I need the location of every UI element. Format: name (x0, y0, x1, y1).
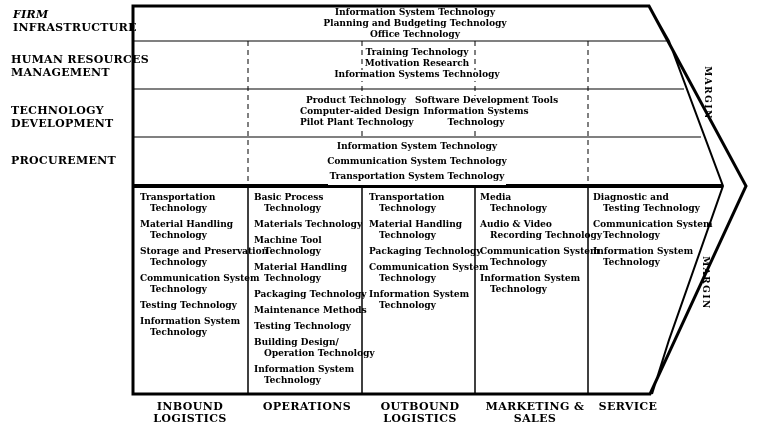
item-line: Technology (379, 204, 436, 214)
tech-dev-item: Information Systems (423, 107, 529, 117)
footer-line: INBOUND (156, 400, 224, 413)
footer-operations (255, 401, 359, 413)
list-item (140, 317, 268, 339)
list-item (254, 322, 375, 333)
list-item (480, 247, 602, 269)
item-line: Technology (379, 274, 436, 284)
item-line: Packaging Technology (369, 247, 482, 257)
hrm-label-line2: MANAGEMENT (11, 66, 110, 79)
infrastructure-label: INFRASTRUCTURE (13, 21, 137, 34)
item-line: Technology (150, 258, 207, 268)
item-line: Information System (480, 274, 581, 284)
item-line: Technology (379, 301, 436, 311)
item-line: Maintenance Methods (254, 306, 367, 316)
item-line: Technology (264, 274, 321, 284)
item-line: Technology (603, 231, 660, 241)
marketing-column (480, 193, 602, 301)
item-line: Storage and Preservation (140, 247, 269, 257)
item-line: Communication System (140, 274, 260, 284)
footer-inbound (140, 401, 240, 425)
item-line: Technology (150, 328, 207, 338)
list-item (254, 306, 375, 317)
firm-label: FIRM (13, 8, 49, 21)
footer-line: MARKETING & (485, 400, 585, 413)
item-line: Diagnostic and (593, 193, 669, 203)
tech-dev-item: Product Technology (305, 96, 407, 106)
procurement-content (317, 140, 517, 185)
list-item (254, 290, 375, 301)
list-item (254, 263, 375, 285)
item-line: Machine Tool (254, 236, 322, 246)
hrm-label (11, 53, 149, 79)
list-item (254, 193, 375, 215)
procurement-label-text: PROCUREMENT (11, 154, 116, 167)
footer-line: SERVICE (598, 400, 658, 413)
item-line: Information System (140, 317, 241, 327)
item-line: Media (480, 193, 512, 203)
footer-line: SALES (513, 412, 557, 425)
tech-label-line2: DEVELOPMENT (11, 117, 114, 130)
item-line: Audio & Video (480, 220, 552, 230)
item-line: Testing Technology (140, 301, 237, 311)
item-line: Technology (490, 258, 547, 268)
item-line: Building Design/ (254, 338, 339, 348)
list-item (369, 193, 489, 215)
item-line: Information System (254, 365, 355, 375)
firm-infra-item: Planning and Budgeting Technology (323, 19, 507, 29)
item-line: Technology (264, 204, 321, 214)
tech-dev-item: Software Development Tools (415, 96, 559, 106)
footer-line: LOGISTICS (383, 412, 457, 425)
margin-label-bottom: MARGIN (699, 256, 710, 310)
footer-outbound (368, 401, 472, 425)
item-line: Technology (150, 231, 207, 241)
list-item (593, 193, 713, 215)
footer-marketing (480, 401, 590, 425)
firm-infra-item: Information System Technology (334, 8, 496, 18)
hrm-item: Training Technology (365, 48, 469, 58)
tech-dev-item: Technology (447, 118, 505, 128)
list-item (369, 263, 489, 285)
procurement-item: Communication System Technology (325, 155, 509, 170)
footer-line: OPERATIONS (262, 400, 352, 413)
list-item (140, 301, 268, 312)
list-item (140, 220, 268, 242)
item-line: Information System (369, 290, 470, 300)
list-item (140, 247, 268, 269)
item-line: Technology (150, 204, 207, 214)
item-line: Recording Technology (490, 231, 603, 241)
hrm-item: Information Systems Technology (334, 70, 500, 80)
inbound-column (140, 193, 268, 344)
hrm-content (317, 48, 517, 81)
list-item (369, 290, 489, 312)
item-line: Technology (490, 204, 547, 214)
item-line: Materials Technology (254, 220, 363, 230)
list-item (480, 220, 602, 242)
tech-dev-left (298, 96, 420, 129)
item-line: Communication System (480, 247, 600, 257)
firm-infra-content (315, 8, 515, 41)
item-line: Packaging Technology (254, 290, 367, 300)
list-item (369, 220, 489, 242)
procurement-item: Information System Technology (335, 140, 499, 155)
tech-dev-item: Pilot Plant Technology (300, 118, 414, 128)
service-column (593, 193, 713, 274)
hrm-label-line1: HUMAN RESOURCES (11, 53, 149, 66)
firm-infrastructure-label (13, 8, 137, 34)
list-item (254, 365, 375, 387)
firm-infra-item: Office Technology (370, 30, 460, 40)
item-line: Technology (264, 376, 321, 386)
item-line: Technology (490, 285, 547, 295)
item-line: Testing Technology (254, 322, 351, 332)
item-line: Communication System (593, 220, 713, 230)
list-item (140, 193, 268, 215)
footer-line: OUTBOUND (380, 400, 460, 413)
list-item (254, 236, 375, 258)
procurement-item: Transportation System Technology (328, 170, 507, 185)
item-line: Transportation (140, 193, 216, 203)
tech-dev-label (11, 104, 114, 130)
list-item (254, 338, 375, 360)
item-line: Technology (264, 247, 321, 257)
procurement-label (11, 154, 116, 167)
tech-dev-right (413, 96, 559, 129)
footer-line: LOGISTICS (153, 412, 227, 425)
item-line: Material Handling (140, 220, 234, 230)
item-line: Technology (150, 285, 207, 295)
tech-label-line1: TECHNOLOGY (11, 104, 104, 117)
item-line: Technology (603, 258, 660, 268)
operations-column (254, 193, 375, 392)
list-item (140, 274, 268, 296)
item-line: Information System (593, 247, 694, 257)
item-line: Technology (379, 231, 436, 241)
item-line: Material Handling (254, 263, 348, 273)
outbound-column (369, 193, 489, 317)
item-line: Testing Technology (603, 204, 700, 214)
list-item (480, 274, 602, 296)
item-line: Transportation (369, 193, 445, 203)
item-line: Operation Technology (264, 349, 375, 359)
list-item (254, 220, 375, 231)
list-item (369, 247, 489, 258)
list-item (593, 247, 713, 269)
list-item (593, 220, 713, 242)
item-line: Material Handling (369, 220, 463, 230)
tech-dev-item: Computer-aided Design (300, 107, 420, 117)
hrm-item: Motivation Research (364, 59, 470, 69)
margin-label-top: MARGIN (701, 66, 712, 120)
item-line: Basic Process (254, 193, 324, 203)
item-line: Communication System (369, 263, 489, 273)
footer-service (588, 401, 668, 413)
list-item (480, 193, 602, 215)
